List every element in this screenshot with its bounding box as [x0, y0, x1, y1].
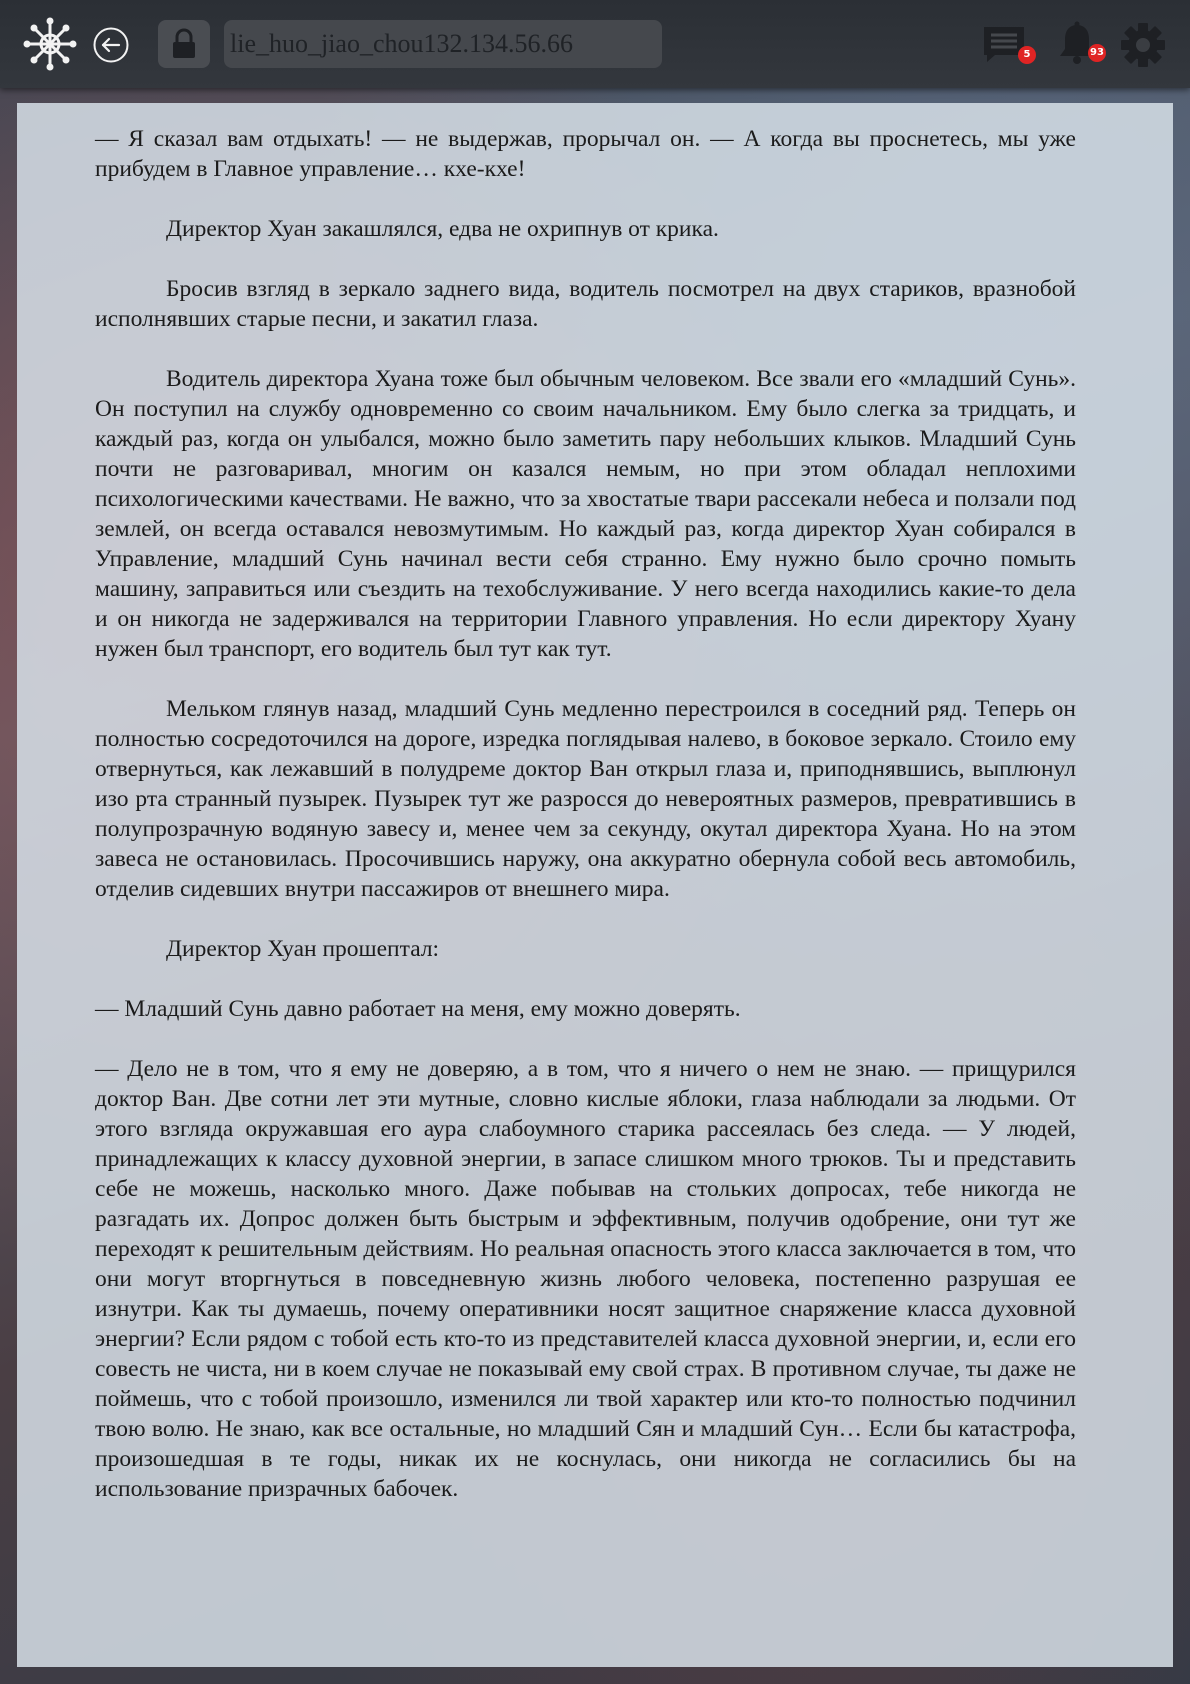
back-arrow-icon[interactable]: [92, 26, 130, 64]
paragraph: — Младший Сунь давно работает на меня, ему можно доверять.: [95, 996, 741, 1022]
chapter-text: [95, 124, 1076, 1534]
address-input[interactable]: [224, 20, 662, 68]
top-toolbar: [0, 0, 1190, 88]
paragraph: Директор Хуан прошептал:: [166, 936, 440, 962]
paragraph: Директор Хуан закашлялся, едва не охрипнув от крика.: [166, 216, 719, 242]
notifications-count-badge: 93: [1088, 44, 1106, 62]
lock-icon[interactable]: [158, 20, 210, 68]
gear-icon[interactable]: [1118, 20, 1168, 70]
paragraph: Водитель директора Хуана тоже был обычным человеком. Все звали его «младший Сунь». Он поступил на службу одновременно со своим начальником. Ему было слегка за тридцать, и каждый раз, когда он улыбался, можно было заметить пару небольших клыков. Младший Сунь почти не разговаривал, многим он казался немым, но при этом обладал неплохими психологическими качествами. Не важно, что за хвостатые твари рассекали небеса и ползали под землей, он всегда оставался невозмутимым. Но каждый раз, когда директор Хуан собирался в Управление, младший Сунь начинал вести себя странно. Ему нужно было срочно помыть машину, заправиться или съездить на техобслуживание. У него всегда находились какие-то дела и он никогда не задерживался на территории Главного управления. Но если директору Хуану нужен был транспорт, его водитель был тут как тут.: [95, 366, 1076, 662]
paragraph: — Дело не в том, что я ему не доверяю, а в том, что я ничего о нем не знаю. — прищурился доктор Ван. Две сотни лет эти мутные, словно кислые яблоки, глаза наблюдали за людьми. От этого взгляда окружавшая его аура слабоумного старика рассеялась без следа. — У людей, принадлежащих к классу духовной энергии, в запасе слишком много трюков. Ты и представить себе не можешь, насколько много. Даже побывав на стольких допросах, тебе никогда не разгадать их. Допрос должен быть быстрым и эффективным, получив одобрение, они тут же переходят к решительным действиям. Но реальная опасность этого класса заключается в том, что они могут вторгнуться в повседневную жизнь любого человека, постепенно разрушая ее изнутри. Как ты думаешь, почему оперативники носят защитное снаряжение класса духовной энергии? Если рядом с тобой есть кто-то из представителей класса духовной энергии, и, если его совесть не чиста, ни в коем случае не показывай ему свой страх. В противном случае, ты даже не поймешь, что с тобой произошло, изменился ли твой характер или кто-то полностью подчинил твою волю. Не знаю, как все остальные, но младший Сян и младший Сун… Если бы катастрофа, произошедшая в те годы, никак их не коснулась, они никогда не согласились бы на использование призрачных бабочек.: [95, 1056, 1076, 1502]
messages-count-badge: 5: [1018, 46, 1036, 64]
paragraph: Мельком глянув назад, младший Сунь медленно перестроился в соседний ряд. Теперь он полностью сосредоточился на дороге, изредка поглядывая налево, в боковое зеркало. Стоило ему отвернуться, как лежавший в полудреме доктор Ван открыл глаза и, приподнявшись, выплюнул изо рта странный пузырек. Пузырек тут же разросся до невероятных размеров, превратившись в полупрозрачную водяную завесу и, менее чем за секунду, окутал директора Хуана. Но на этом завеса не остановилась. Просочившись наружу, она аккуратно обернула собой весь автомобиль, отделив сидевших внутри пассажиров от внешнего мира.: [95, 696, 1076, 902]
paragraph: — Я сказал вам отдыхать! — не выдержав, прорычал он. — А когда вы проснетесь, мы уже прибудем в Главное управление… кхе-кхе!: [95, 126, 1076, 182]
paragraph: Бросив взгляд в зеркало заднего вида, водитель посмотрел на двух стариков, вразнобой исполнявших старые песни, и закатил глаза.: [95, 276, 1076, 332]
network-hub-icon[interactable]: [22, 16, 78, 72]
chat-icon[interactable]: [978, 20, 1030, 68]
bell-icon[interactable]: [1054, 18, 1104, 68]
